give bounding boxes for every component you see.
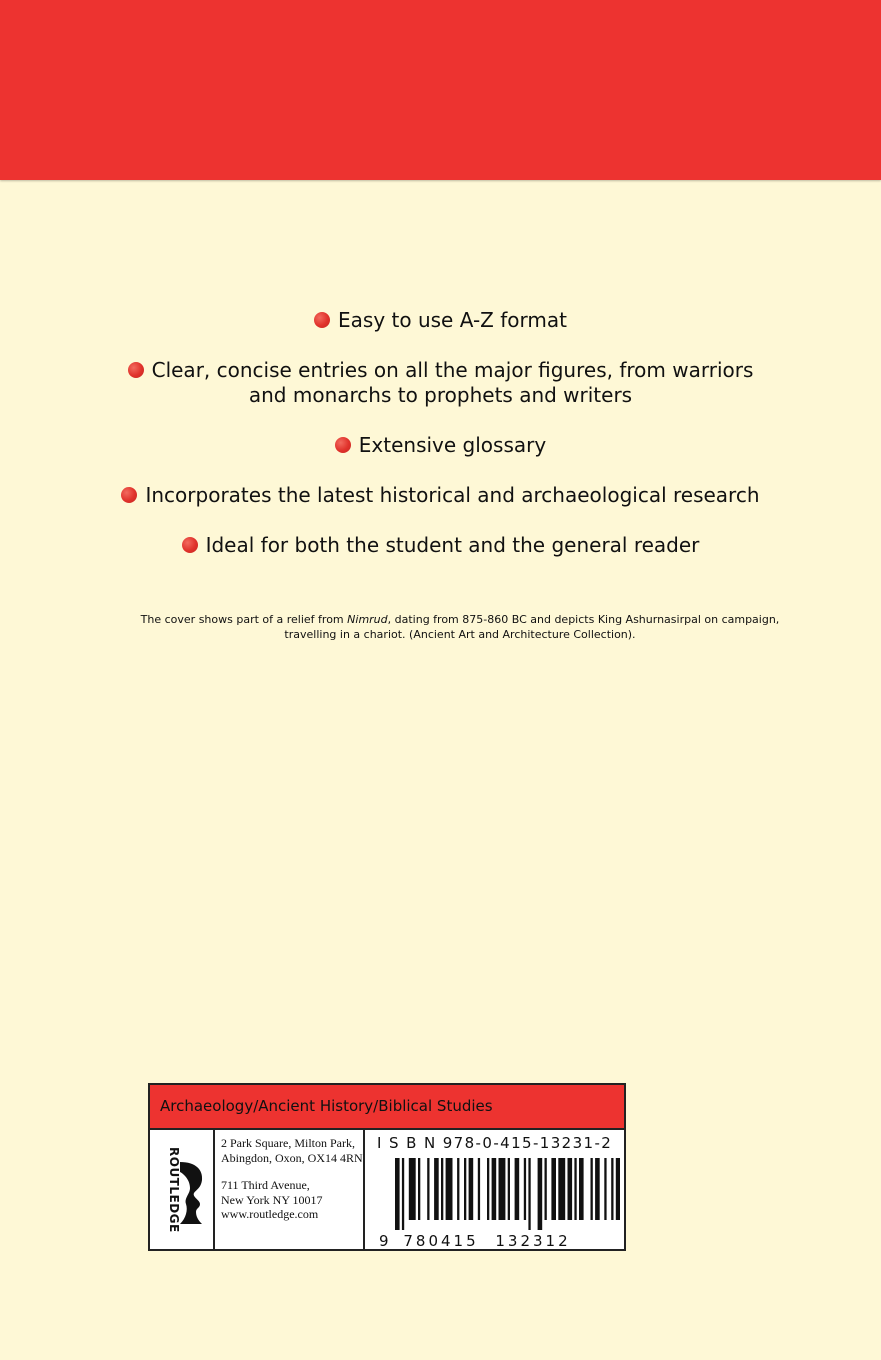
cover-caption: The cover shows part of a relief from Nimrud, dating from 875-860 BC and depicts King Ashurnasirpal on campaign, travelling in a chariot. (Ancient Art and Architecture Collection). <box>140 613 780 641</box>
barcode-bar <box>538 1158 543 1230</box>
barcode-bar <box>558 1158 565 1220</box>
barcode-bar <box>524 1158 526 1220</box>
publisher-address: 2 Park Square, Milton Park, Abingdon, Oxon, OX14 4RN 711 Third Avenue, New York NY 10017 www.routledge.com <box>215 1130 365 1251</box>
barcode-bar <box>545 1158 547 1220</box>
barcode-bar <box>616 1158 620 1220</box>
subject-category: Archaeology/Ancient History/Biblical Studies <box>150 1085 624 1130</box>
imprint-box <box>148 1083 626 1251</box>
bullet-dot-icon <box>128 362 144 378</box>
top-red-band <box>0 0 881 180</box>
feature-item: Incorporates the latest historical and archaeological research <box>121 483 761 508</box>
barcode-bar <box>478 1158 480 1220</box>
barcode-bar <box>611 1158 613 1220</box>
barcode-bar <box>579 1158 584 1220</box>
barcode <box>375 1158 620 1250</box>
barcode-bar <box>418 1158 420 1220</box>
barcode-digits: 780415 <box>403 1232 479 1250</box>
bullet-dot-icon <box>182 537 198 553</box>
barcode-bar <box>568 1158 573 1220</box>
barcode-bar <box>487 1158 489 1220</box>
barcode-bar <box>595 1158 600 1220</box>
barcode-bar <box>457 1158 459 1220</box>
isbn-barcode-area <box>365 1130 624 1251</box>
publisher-website: www.routledge.com <box>221 1207 319 1221</box>
barcode-bar <box>508 1158 510 1220</box>
publisher-logo <box>150 1130 215 1251</box>
feature-item: Clear, concise entries on all the major figures, from warriors and monarchs to prophets and writers <box>121 358 761 408</box>
barcode-bar <box>427 1158 429 1220</box>
feature-item: Easy to use A-Z format <box>121 308 761 333</box>
barcode-bar <box>409 1158 416 1220</box>
barcode-bar <box>574 1158 576 1220</box>
barcode-digits: 132312 <box>495 1232 571 1250</box>
barcode-bar <box>551 1158 556 1220</box>
barcode-bar <box>604 1158 606 1220</box>
barcode-bar <box>434 1158 439 1220</box>
barcode-bar <box>528 1158 530 1230</box>
barcode-digits: 9 <box>379 1232 392 1250</box>
isbn-label: I S B N 978-0-415-13231-2 <box>377 1134 613 1152</box>
bullet-dot-icon <box>314 312 330 328</box>
barcode-bar <box>591 1158 593 1220</box>
barcode-bar <box>469 1158 474 1220</box>
bullet-dot-icon <box>335 437 351 453</box>
barcode-bar <box>515 1158 520 1220</box>
barcode-bar <box>499 1158 506 1220</box>
barcode-bar <box>402 1158 404 1230</box>
publisher-name: ROUTLEDGE <box>167 1147 181 1233</box>
routledge-profile-icon <box>176 1160 206 1226</box>
barcode-bar <box>464 1158 466 1220</box>
bullet-dot-icon <box>121 487 137 503</box>
feature-list <box>0 308 881 583</box>
feature-item: Extensive glossary <box>121 433 761 458</box>
barcode-bar <box>492 1158 497 1220</box>
barcode-bar <box>446 1158 453 1220</box>
barcode-bar <box>395 1158 400 1230</box>
barcode-bar <box>441 1158 443 1220</box>
feature-item: Ideal for both the student and the general reader <box>121 533 761 558</box>
